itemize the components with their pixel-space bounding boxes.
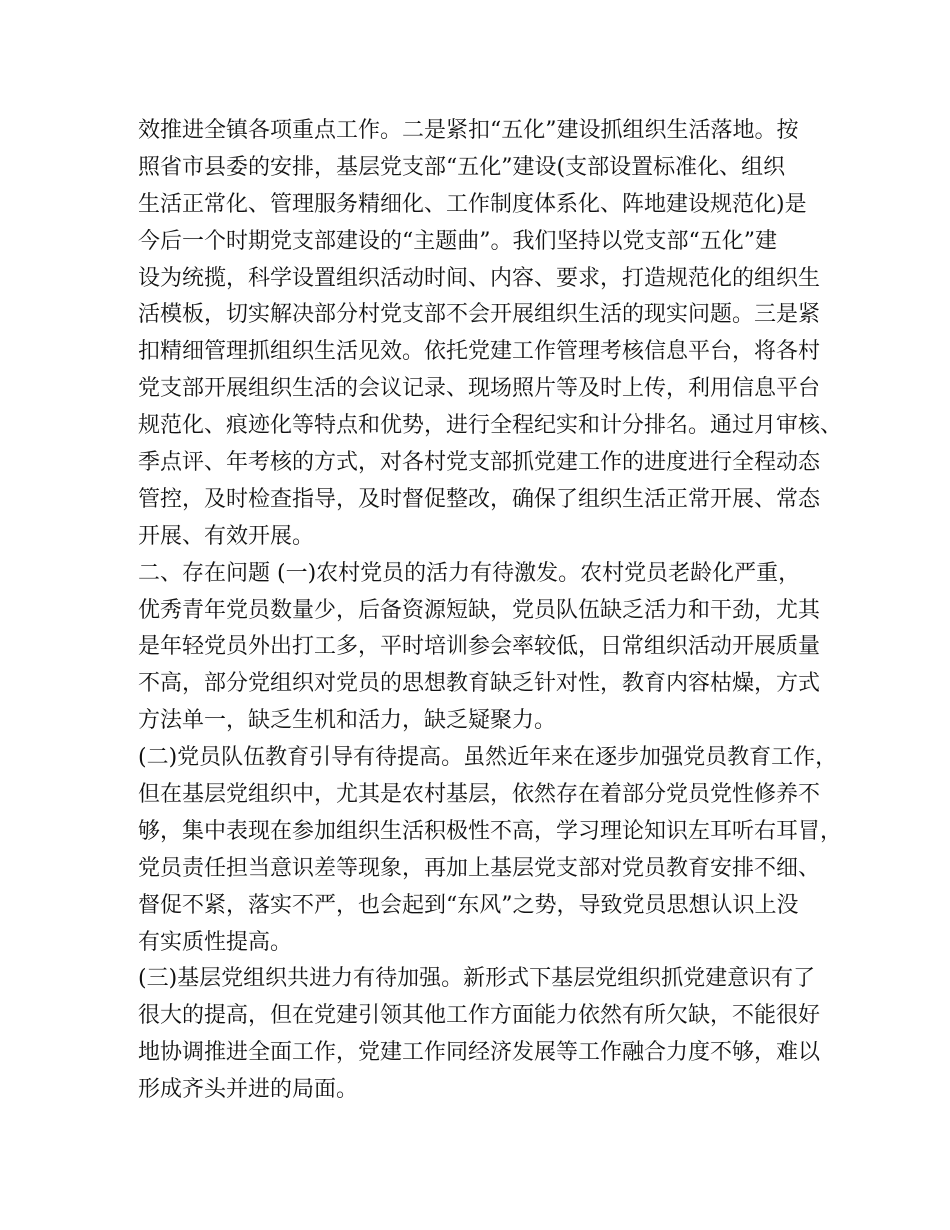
subsection-line: (二)党员队伍教育引导有待提高。虽然近年来在逐步加强党员教育工作， bbox=[138, 745, 838, 771]
text-line: 开展、有效开展。 bbox=[138, 523, 315, 549]
section-heading-line: 二、存在问题 (一)农村党员的活力有待激发。农村党员老龄化严重， bbox=[138, 560, 801, 586]
text-line: 不高，部分党组织对党员的思想教育缺乏针对性，教育内容枯燥，方式 bbox=[138, 671, 821, 697]
text-line: 党员责任担当意识差等现象，再加上基层党支部对党员教育安排不细、 bbox=[138, 855, 821, 881]
text-line: 季点评、年考核的方式，对各村党支部抓党建工作的进度进行全程动态 bbox=[138, 450, 821, 476]
text-line: 督促不紧，落实不严，也会起到“东风”之势，导致党员思想认识上没 bbox=[138, 892, 799, 918]
text-line: 今后一个时期党支部建设的“主题曲”。我们坚持以党支部“五化”建 bbox=[138, 228, 777, 254]
text-line: 照省市县委的安排，基层党支部“五化”建设(支部设置标准化、组织 bbox=[138, 154, 786, 180]
text-line: 形成齐头并进的局面。 bbox=[138, 1077, 359, 1103]
text-line: 但在基层党组织中，尤其是农村基层，依然存在着部分党员党性修养不 bbox=[138, 782, 821, 808]
text-line: 活模板，切实解决部分村党支部不会开展组织生活的现实问题。三是紧 bbox=[138, 302, 821, 328]
text-line: 扣精细管理抓组织生活见效。依托党建工作管理考核信息平台，将各村 bbox=[138, 339, 821, 365]
text-line: 设为统揽，科学设置组织活动时间、内容、要求，打造规范化的组织生 bbox=[138, 265, 821, 291]
body-text bbox=[138, 113, 843, 1109]
text-line: 生活正常化、管理服务精细化、工作制度体系化、阵地建设规范化)是 bbox=[138, 191, 807, 217]
text-line: 效推进全镇各项重点工作。二是紧扣“五化”建设抓组织生活落地。按 bbox=[138, 118, 799, 143]
text-line: 很大的提高，但在党建引领其他工作方面能力依然有所欠缺，不能很好 bbox=[138, 1003, 821, 1029]
text-line: 党支部开展组织生活的会议记录、现场照片等及时上传，利用信息平台 bbox=[138, 376, 821, 402]
text-line: 优秀青年党员数量少，后备资源短缺，党员队伍缺乏活力和干劲，尤其 bbox=[138, 597, 821, 623]
text-line: 管控，及时检查指导，及时督促整改，确保了组织生活正常开展、常态 bbox=[138, 486, 821, 512]
subsection-line: (三)基层党组织共进力有待加强。新形式下基层党组织抓党建意识有了 bbox=[138, 966, 816, 992]
text-line: 够，集中表现在参加组织生活积极性不高，学习理论知识左耳听右耳冒， bbox=[138, 818, 843, 844]
text-line: 是年轻党员外出打工多，平时培训参会率较低，日常组织活动开展质量 bbox=[138, 634, 821, 660]
text-line: 规范化、痕迹化等特点和优势，进行全程纪实和计分排名。通过月审核、 bbox=[138, 413, 843, 439]
text-line: 地协调推进全面工作，党建工作同经济发展等工作融合力度不够，难以 bbox=[138, 1040, 821, 1066]
text-line: 有实质性提高。 bbox=[138, 929, 293, 955]
text-line: 方法单一，缺乏生机和活力，缺乏疑聚力。 bbox=[138, 708, 557, 734]
